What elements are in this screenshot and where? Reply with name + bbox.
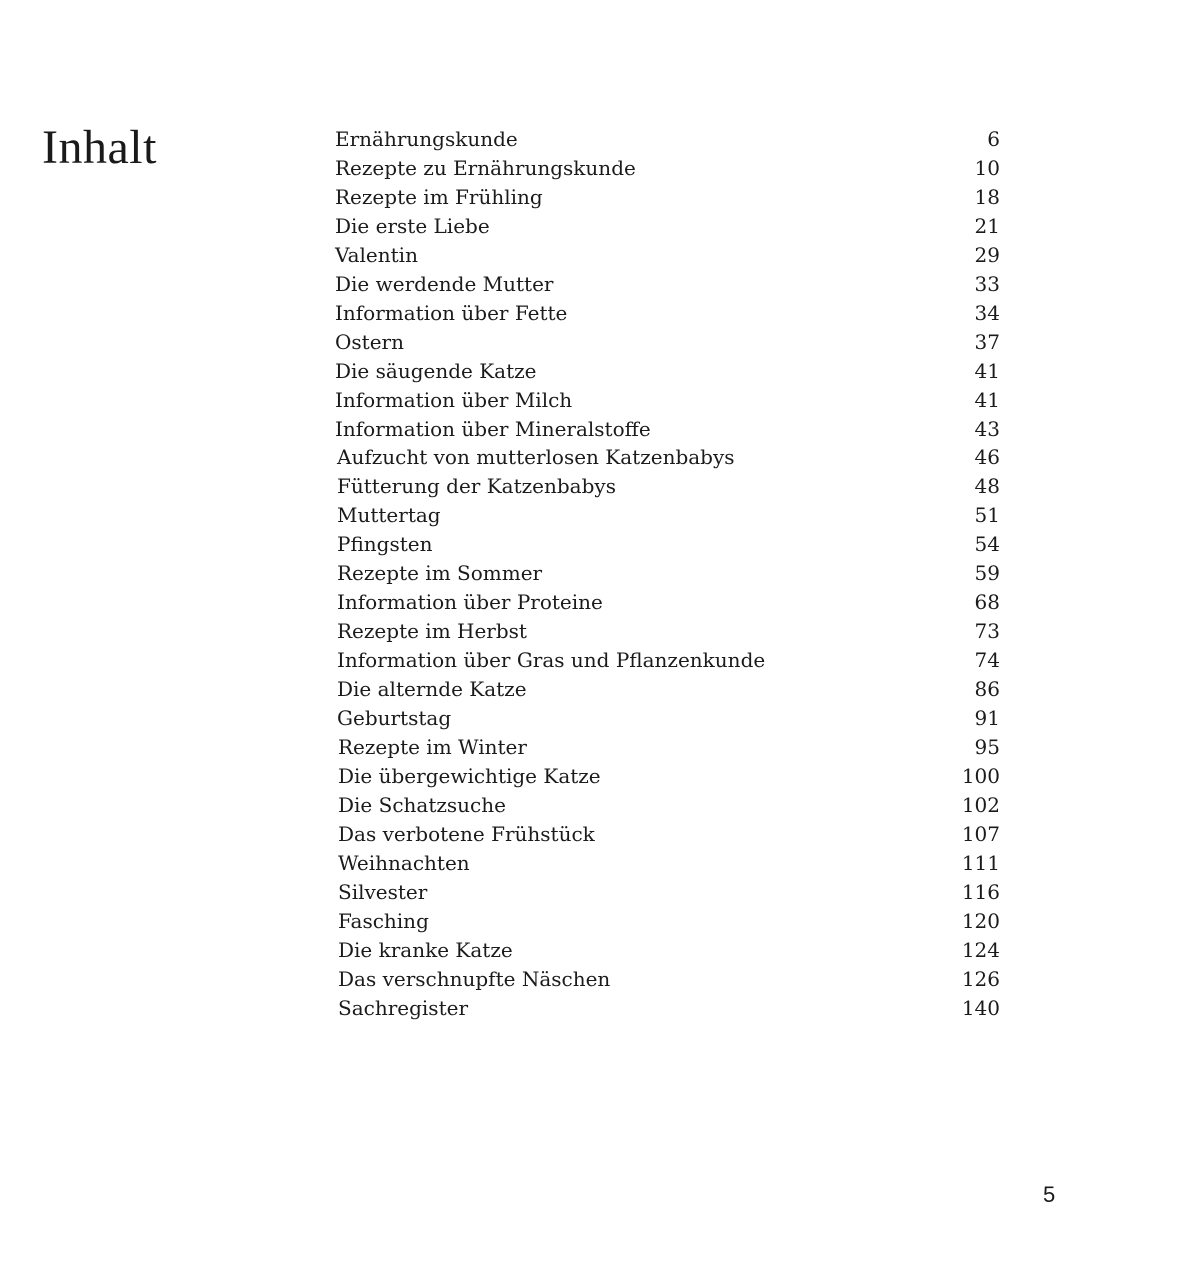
toc-entry-title: Muttertag <box>337 503 441 528</box>
toc-entry-page: 48 <box>974 474 1000 499</box>
toc-entry-title: Information über Fette <box>335 300 568 325</box>
toc-entry-page: 91 <box>974 706 1000 731</box>
toc-entry-page: 100 <box>961 763 1000 788</box>
page-number: 5 <box>1043 1182 1056 1207</box>
toc-entry-page: 51 <box>974 503 1000 528</box>
toc-entry-title: Die kranke Katze <box>338 937 513 962</box>
toc-entry-page: 116 <box>961 879 1000 904</box>
toc-entry-page: 41 <box>974 387 1000 412</box>
toc-entry-page: 111 <box>961 850 1000 875</box>
toc-entry-page: 18 <box>974 184 1000 209</box>
toc-entry-title: Ernährungskunde <box>335 127 518 151</box>
toc-entry-page: 34 <box>974 300 1000 325</box>
toc-entry-title: Die übergewichtige Katze <box>338 763 601 788</box>
toc-entry-page: 124 <box>961 937 1000 962</box>
toc-entry-title: Aufzucht von mutterlosen Katzenbabys <box>337 445 735 470</box>
toc-entry-page: 126 <box>961 966 1000 991</box>
toc-entry-title: Rezepte im Frühling <box>335 184 543 209</box>
toc-entry-page: 86 <box>974 677 1000 702</box>
toc-entry <box>335 241 1000 270</box>
toc-entry <box>335 646 1000 675</box>
toc-entry-title: Die alternde Katze <box>337 677 527 702</box>
toc-entry-title: Rezepte zu Ernährungskunde <box>335 155 636 180</box>
toc-entry <box>335 328 1000 357</box>
toc-entry <box>335 936 1000 965</box>
toc-entry-title: Information über Proteine <box>337 590 603 615</box>
toc-entry-title: Geburtstag <box>337 706 452 731</box>
toc-entry-page: 68 <box>974 590 1000 615</box>
toc-entry-title: Information über Gras und Pflanzenkunde <box>337 648 766 673</box>
toc-entry <box>335 965 1000 994</box>
toc-entry-page: 10 <box>974 155 1000 180</box>
page-title: Inhalt <box>42 121 157 174</box>
toc-entry <box>335 878 1000 907</box>
toc-entry <box>335 733 1000 762</box>
toc-entry <box>335 386 1000 415</box>
toc-entry <box>335 588 1000 617</box>
toc-entry <box>335 501 1000 530</box>
toc-entry-title: Fasching <box>338 908 429 933</box>
toc-entry-title: Die werdende Mutter <box>335 271 554 296</box>
toc-entry-page: 140 <box>961 995 1000 1020</box>
table-of-contents <box>335 125 1000 1023</box>
toc-entry-page: 46 <box>974 445 1000 470</box>
toc-entry <box>335 472 1000 501</box>
toc-entry-title: Valentin <box>335 242 418 267</box>
toc-entry <box>335 907 1000 936</box>
toc-entry <box>335 299 1000 328</box>
toc-entry-page: 33 <box>974 271 1000 296</box>
toc-entry-page: 6 <box>987 127 1000 151</box>
toc-entry-page: 21 <box>974 213 1000 238</box>
toc-entry-page: 120 <box>961 908 1000 933</box>
toc-entry-page: 95 <box>974 735 1000 760</box>
toc-entry <box>335 357 1000 386</box>
toc-entry <box>335 415 1000 444</box>
toc-entry-title: Die erste Liebe <box>335 213 490 238</box>
toc-entry-page: 102 <box>961 792 1000 817</box>
toc-entry <box>335 125 1000 154</box>
toc-entry-title: Information über Mineralstoffe <box>335 416 651 441</box>
toc-entry-title: Die säugende Katze <box>335 358 537 383</box>
toc-entry-page: 41 <box>974 358 1000 383</box>
toc-entry <box>335 617 1000 646</box>
toc-entry-page: 74 <box>974 648 1000 673</box>
toc-entry-page: 29 <box>974 242 1000 267</box>
toc-entry-title: Rezepte im Winter <box>338 735 527 760</box>
toc-entry-page: 59 <box>974 561 1000 586</box>
toc-entry <box>335 530 1000 559</box>
toc-entry-title: Rezepte im Sommer <box>337 561 543 586</box>
toc-entry-page: 43 <box>974 416 1000 441</box>
toc-entry <box>335 270 1000 299</box>
toc-entry-page: 107 <box>961 821 1000 846</box>
toc-entry <box>335 675 1000 704</box>
toc-entry <box>335 559 1000 588</box>
toc-entry-page: 37 <box>974 329 1000 354</box>
toc-entry-title: Information über Milch <box>335 387 573 412</box>
toc-entry-title: Ostern <box>335 329 404 354</box>
toc-entry <box>335 994 1000 1023</box>
toc-entry <box>335 443 1000 472</box>
toc-entry-title: Das verbotene Frühstück <box>338 821 595 846</box>
toc-entry <box>335 704 1000 733</box>
toc-entry <box>335 183 1000 212</box>
toc-entry-page: 54 <box>974 532 1000 557</box>
toc-entry-title: Die Schatzsuche <box>338 792 506 817</box>
toc-entry <box>335 212 1000 241</box>
toc-entry-title: Silvester <box>338 879 428 904</box>
toc-entry-title: Das verschnupfte Näschen <box>338 966 611 991</box>
toc-entry <box>335 154 1000 183</box>
toc-entry-title: Sachregister <box>338 995 468 1020</box>
toc-entry <box>335 820 1000 849</box>
toc-entry-title: Pfingsten <box>337 532 433 557</box>
toc-entry-title: Weihnachten <box>338 850 470 875</box>
toc-entry <box>335 762 1000 791</box>
toc-entry-title: Rezepte im Herbst <box>337 619 527 644</box>
toc-entry <box>335 849 1000 878</box>
toc-entry-page: 73 <box>974 619 1000 644</box>
toc-entry-title: Fütterung der Katzenbabys <box>337 474 616 499</box>
toc-entry <box>335 791 1000 820</box>
